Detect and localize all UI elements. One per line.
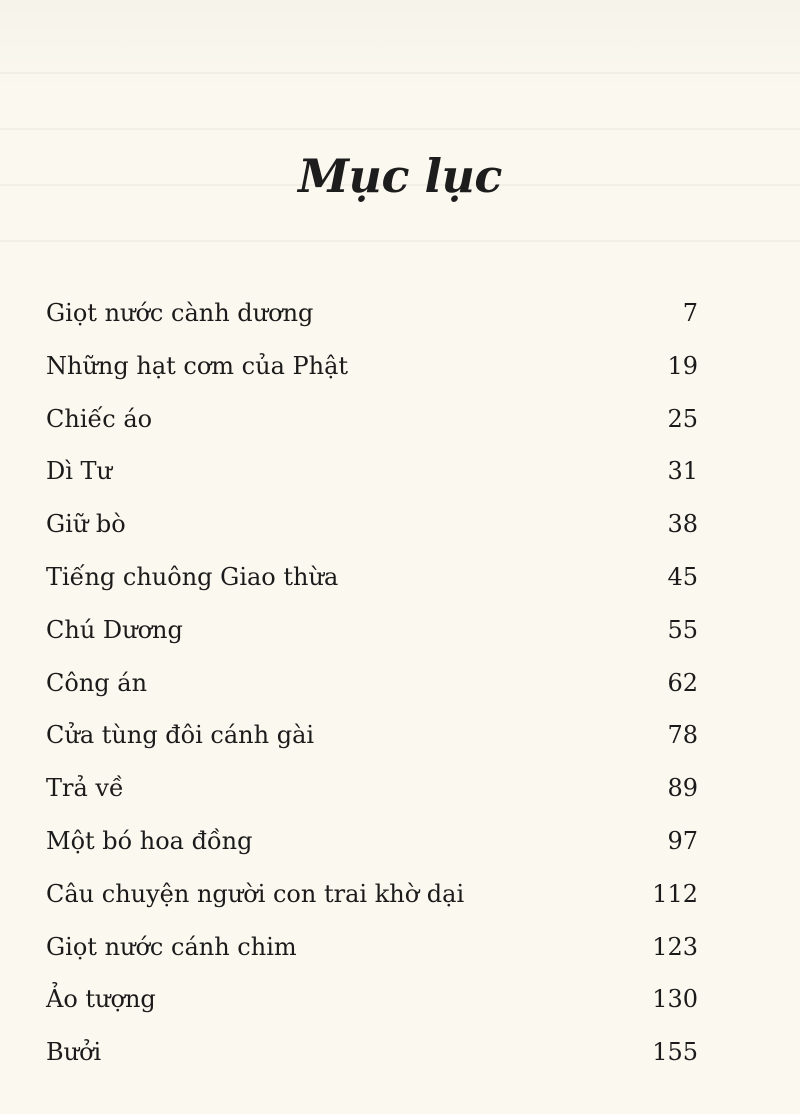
toc-entry-title: Một bó hoa đồng <box>46 826 253 855</box>
toc-entry-page-number: 112 <box>652 879 698 908</box>
toc-entry-title: Chú Dương <box>46 615 183 644</box>
toc-entry <box>46 663 698 716</box>
page-title: Mục lục <box>298 148 502 203</box>
toc-entry <box>46 293 698 346</box>
toc-entry-page-number: 155 <box>652 1038 698 1067</box>
toc-entry <box>46 927 698 980</box>
toc-entry-page-number: 45 <box>667 562 698 591</box>
toc-entry <box>46 399 698 452</box>
toc-entry <box>46 610 698 663</box>
toc-entry-title: Dì Tư <box>46 457 113 486</box>
toc-entry-title: Giữ bò <box>46 510 126 539</box>
toc-entry-title: Câu chuyện người con trai khờ dại <box>46 879 465 908</box>
toc-entry-title: Những hạt cơm của Phật <box>46 351 349 380</box>
toc-entry <box>46 821 698 874</box>
toc-entry-title: Tiếng chuông Giao thừa <box>46 562 339 591</box>
toc-entry-page-number: 19 <box>667 351 698 380</box>
toc-entry-title: Cửa tùng đôi cánh gài <box>46 721 315 750</box>
toc-entry-page-number: 97 <box>667 826 698 855</box>
toc-entry-page-number: 123 <box>652 932 698 961</box>
toc-entry <box>46 768 698 821</box>
toc-entry-page-number: 89 <box>667 774 698 803</box>
toc-entry-page-number: 7 <box>682 299 698 327</box>
toc-entry-page-number: 130 <box>652 985 698 1014</box>
toc-entry-title: Trả về <box>46 774 124 803</box>
toc-entry <box>46 874 698 927</box>
toc-entry-title: Chiếc áo <box>46 404 153 433</box>
toc-entry-page-number: 78 <box>667 721 698 750</box>
bleed-through-line <box>0 128 800 130</box>
bleed-through-line <box>0 240 800 242</box>
toc-entry <box>46 346 698 399</box>
toc-entry-page-number: 38 <box>667 510 698 539</box>
bleed-through-line <box>0 72 800 74</box>
table-of-contents <box>46 293 698 1085</box>
toc-entry <box>46 504 698 557</box>
toc-entry-title: Giọt nước cánh chim <box>46 932 297 961</box>
toc-entry <box>46 1032 698 1085</box>
toc-entry-page-number: 62 <box>667 668 698 697</box>
toc-entry <box>46 557 698 610</box>
toc-entry-page-number: 31 <box>667 457 698 486</box>
toc-entry-title: Công án <box>46 668 148 697</box>
toc-entry-page-number: 55 <box>667 615 698 644</box>
toc-entry-page-number: 25 <box>667 404 698 433</box>
toc-entry <box>46 715 698 768</box>
toc-entry <box>46 979 698 1032</box>
toc-entry-title: Ảo tượng <box>46 985 156 1014</box>
toc-entry-title: Giọt nước cành dương <box>46 299 314 327</box>
toc-entry-title: Bưởi <box>46 1038 102 1067</box>
toc-entry <box>46 451 698 504</box>
